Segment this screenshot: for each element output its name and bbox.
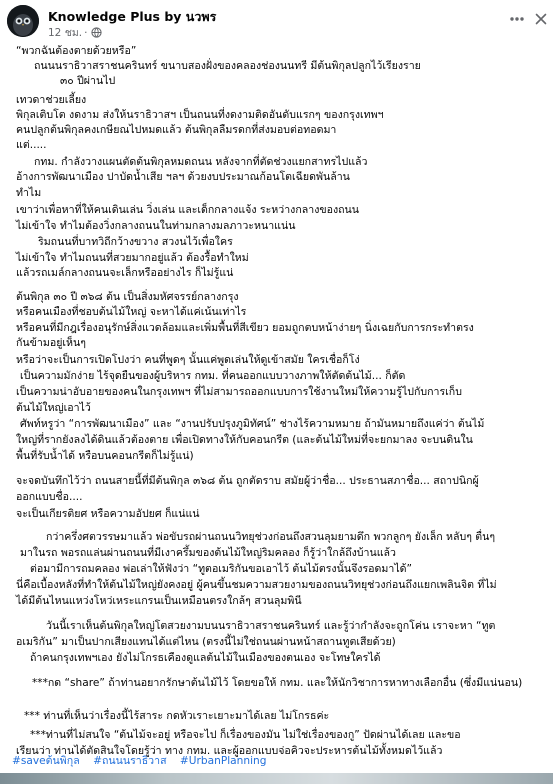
text-line: ทำไม bbox=[16, 187, 42, 199]
text-line: จะจดบันทึกไว้ว่า ถนนสายนี้ที่มีต้นพิกุล ๓๖๘ ต้น ถูกตัดราบ สมัยผู้ว่าชื่อ... ประธานสภาชื่อ... สถาปนิกผู้ bbox=[16, 475, 479, 487]
text-line: แล้วรถเมล์กลางถนนจะเล็กหรืออย่างไร ก็ไม่รู้แน่ bbox=[16, 267, 234, 279]
text-line: เรียนว่า ท่านได้ตัดสินใจโดยรู้ว่า ทาง กทม. และผู้ออกแบบจ่อคิวจะประหารต้นไม้ทั้งหมดไว้แล้ว bbox=[16, 745, 443, 757]
text-line: ถ้าคนกรุงเทพฯเอง ยังไม่โกรธเคืองดูแลต้นไม้ในเมืองของตนเอง จะโทษใครได้ bbox=[30, 652, 381, 664]
avatar-owl-icon bbox=[7, 5, 39, 37]
text-line: กันข้ามอยู่เห็นๆ bbox=[16, 337, 86, 349]
text-line: ***กด “share” ถ้าท่านอยากรักษาต้นไม้ไว้ โดยขอให้ กทม. และให้นักวิชาการหาทางเลือกอื่น (ซึ่งมีแน่นอน) bbox=[32, 677, 523, 689]
hashtag-link[interactable]: #saveต้นพิกุล bbox=[12, 755, 80, 767]
post-photo-preview[interactable] bbox=[0, 773, 553, 784]
text-line: เทวดาช่วยเลี้ยง bbox=[16, 94, 87, 106]
text-line: กทม. กำลังวางแผนตัดต้นพิกุลหมดถนน หลังจากที่ตัดช่วงแยกสาทรไปแล้ว bbox=[34, 156, 368, 168]
text-line: พิกุลเติบโต งดงาม ส่งให้นราธิวาสฯ เป็นถนนที่งดงามติดอันดับแรกๆ ของกรุงเทพฯ bbox=[16, 109, 384, 121]
text-line: “พวกฉันต้องตายด้วยหรือ” bbox=[16, 45, 137, 57]
close-icon[interactable] bbox=[535, 10, 547, 22]
text-line: แต่..... bbox=[16, 139, 47, 151]
post-timestamp[interactable]: 12 ชม. bbox=[48, 27, 83, 39]
text-line: ***ท่านที่ไม่สนใจ “ต้นไม้จะอยู่ หรือจะไป ก็เรื่องของมัน ไม่ใช่เรื่องของกู” ปัดผ่านได้เลย และขอ bbox=[30, 729, 461, 741]
more-horizontal-icon[interactable] bbox=[508, 10, 526, 28]
text-line: *** ท่านที่เห็นว่าเรื่องนี้ไร้สาระ กดหัวเราะเยาะมาได้เลย ไม่โกรธค่ะ bbox=[24, 710, 330, 722]
text-line: จะเป็นเกียรติยศ หรือความอัปยศ ก็แน่แน่ bbox=[16, 508, 200, 520]
text-line: หรือว่าจะเป็นการเปิดโปงว่า คนที่พูดๆ นั้นแค่พูดเล่นให้ดูเข้าสมัย ใครเชื่อก็โง่ bbox=[16, 354, 360, 366]
text-line: ใหญ่ที่รากยังลงได้ดินแล้วต้องตาย เพื่อเปิดทางให้กับคอนกรีต (และต้นไม้ใหม่ที่จะยกมาลง จะบนดินใน bbox=[16, 434, 473, 446]
text-line: หรือคนเมืองที่ชอบต้นไม้ใหญ่ จะหาได้แค่เน้นเท่าไร bbox=[16, 306, 247, 318]
text-line: ออกแบบชื่อ.... bbox=[16, 491, 83, 503]
text-line: ๓๐ ปีผ่านไป bbox=[60, 75, 116, 87]
text-line: คนปลูกต้นพิกุลคงเกษียณไปหมดแล้ว ต้นพิกุลลืมรดกที่ส่งมอบต่อทอดมา bbox=[16, 124, 337, 136]
post-meta: 12 ชม. · bbox=[48, 24, 102, 41]
text-line: หรือคนที่มีกฎเรื่องอนุรักษ์สิ่งแวดล้อมและเพิ่มพื้นที่สีเขียว ยอมถูกตบหน้าง่ายๆ นิ่งเฉยกับการกระทำตรง bbox=[16, 322, 474, 334]
text-line: อ้างการพัฒนาเมือง ปาบัดน้ำเสีย ฯลฯ ด้วยงบประมาณก้อนโตเฉียดพันล้าน bbox=[16, 171, 350, 183]
text-line: เป็นความมักง่าย ไร้จุดยืนของผู้บริหาร กทม. ที่คนออกแบบวางภาพให้ตัดต้นไม้... ก็ตัด bbox=[20, 370, 406, 382]
text-line: เป็นความน่าอับอายของคนในกรุงเทพฯ ที่ไม่สามารถออกแบบการใช้งานใหม่ให้ความรู้ไปกับการเก็บ bbox=[16, 386, 462, 398]
text-line: พื้นที่รับน้ำได้ หรือบนคอนกรีตก็ไม่รู้แน่) bbox=[16, 450, 194, 462]
text-line: ต้นไม้ใหญ่เอาไว้ bbox=[16, 402, 91, 414]
text-line: กว่าครึ่งศตวรรษมาแล้ว พ่อขับรถผ่านถนนวิทยุช่วงก่อนถึงสวนลุมยามดึก พวกลูกๆ ยังเล็ก หลับๆ ตื่นๆ bbox=[46, 531, 496, 543]
post-header bbox=[0, 0, 553, 40]
text-line: ศัพท์หรูว่า “การพัฒนาเมือง” และ “งานปรับปรุงภูมิทัศน์” ช่างไร้ความหมาย ถ้ามันหมายถึงแค่ว่า ต้นไม้ bbox=[20, 418, 485, 430]
hashtag-link[interactable]: #ถนนนราธิวาส bbox=[93, 755, 167, 767]
avatar[interactable] bbox=[7, 5, 39, 37]
hashtag-link[interactable]: #UrbanPlanning bbox=[179, 755, 267, 767]
globe-icon[interactable] bbox=[91, 27, 102, 41]
post-author-name[interactable]: Knowledge Plus by นวพร bbox=[48, 9, 217, 24]
text-line: ถนนนราธิวาสราชนครินทร์ ขนาบสองฝั่งของคลองช่องนนทรี มีต้นพิกุลปลูกไว้เรียงราย bbox=[34, 60, 421, 72]
hashtag-list bbox=[12, 752, 276, 769]
text-line: ไม่เข้าใจ ทำไมถนนที่สวยมากอยู่แล้ว ต้องรื้อทำใหม่ bbox=[16, 252, 249, 264]
text-line: ริมถนนที่บาทวิถีกว้างขวาง สวงนไว้เพื่อใคร bbox=[38, 236, 233, 248]
text-line: ต่อมามีการถมคลอง พ่อเล่าให้ฟังว่า “ทูตอเมริกันขอเอาไว้ ต้นไม้ตรงนั้นจึงรอดมาได้” bbox=[30, 563, 413, 575]
text-line: ได้มีต้นไหนแหว่งโหว่เหระแกรนเป็นเหมือนตรงใกล้ๆ สวนลุมพินี bbox=[16, 595, 302, 607]
text-line: ต้นพิกุล ๓๐ ปี ๓๖๘ ต้น เป็นสิ่งมหัศจรรย์กลางกรุง bbox=[16, 291, 239, 303]
text-line: มาในรถ พอรถแล่นผ่านถนนที่มีเงาครึ้มของต้นไม้ใหญ่ริมคลอง ก็รู้ว่าใกล้ถึงบ้านแล้ว bbox=[20, 547, 396, 559]
text-line: วันนี้เราเห็นต้นพิกุลใหญ่โตสวยงามบนนราธิวาสราชนครินทร์ และรู้ว่ากำลังจะถูกโค่น เราจะหา “ทูต bbox=[46, 620, 496, 632]
text-line: นี่คือเบื้องหลังที่ทำให้ต้นไม้ใหญ่ยังคงอยู่ ผู้คนขึ้นชมความสวยงามของถนนวิทยุช่วงก่อนถึงแยกเพลินจิต ที่ไม่ bbox=[16, 579, 497, 591]
text-line: เขาว่าเพื่อหาที่ให้คนเดินเล่น วิ่งเล่น และเด็กกลางแจ้ง ระหว่างกลางของถนน bbox=[16, 204, 360, 216]
text-line: อเมริกัน” มาเป็นปากเสียงแทนได้แต่ไหน (ตรงนี้ไม่ใช่ถนนผ่านหน้าสถานทูตเสียด้วย) bbox=[16, 636, 396, 648]
text-line: ไม่เข้าใจ ทำไมต้องวิ่งกลางถนนในท่ามกลางมลภาวะหนาแน่น bbox=[16, 220, 296, 232]
